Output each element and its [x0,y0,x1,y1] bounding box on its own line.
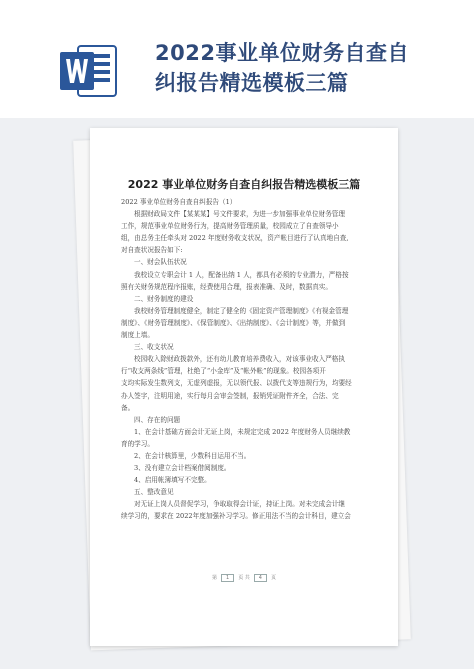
text-line: 我校财务管理制度健全，制定了健全的《固定资产管理制度》《有视金管理 [134,306,349,315]
text-line: 办人签字，注明用途，实行每月会审会签制，报销凭证附件齐全，合法、完 [121,391,339,400]
footer-mid: 页 共 [238,575,250,581]
word-icon [58,40,120,102]
text-line: 4、启用帐簿填写不完整。 [134,476,211,485]
text-line: 1、在会计基础方面会计无证上岗，未规定完成 2022 年度财务人员继续教 [134,427,351,436]
text-line: 2022 事业单位财务自查自纠报告（1） [121,198,237,206]
text-line: 2、在会计核算里，少数科目运用不当。 [134,451,251,460]
section-heading: 五、整改意见 [134,488,174,497]
page-heading: 2022 事业单位财务自查自纠报告精选模板三篇 [127,178,361,191]
text-line: 根据财政局文件【某某某】号文件要求，为进一步加强事业单位财务管理 [134,210,345,219]
page-number: 1 [221,574,234,582]
footer-prefix: 第 [212,575,218,581]
text-line: 支均实际发生数列支，无虚列虚报，无以领代报、以拨代支等违规行为，均要经 [121,379,352,388]
page-footer [90,574,398,582]
document-page [90,128,398,646]
text-line: 制度上墙。 [121,331,154,340]
text-line: 校园收入除财政拨款外，还有幼儿教育培养费收入，对该事业收入严格执 [134,355,345,364]
text-line: 续学习的，要求在 2022年度加强补习学习。修正用法不当的会计科目，建立会 [121,512,351,521]
text-line: 我校设立专职会计 1 人，配备出纳 1 人，都具有必须的专业潜力，严格按 [134,270,349,279]
text-line: 备。 [121,403,135,412]
title-line-1: 2022事业单位财务自查自 [155,41,409,65]
text-line: 照有关财务规范程序报账，经费使用合理，报表准确、及时，数据真实。 [121,282,332,291]
section-heading: 四、存在的问题 [134,415,181,424]
section-heading: 二、财务制度的建设 [134,294,194,303]
text-line: 育的学习。 [121,439,154,448]
text-line: 行“收支两条线”管理，杜绝了“小金库”及“帐外帐”的现象。校园各项开 [121,367,326,376]
section-heading: 三、收支状况 [134,343,174,352]
header [0,0,474,118]
body-text [121,196,361,523]
page-total: 4 [254,574,267,582]
text-line: 3、没有建立会计档案借阅制度。 [134,464,231,473]
text-line: 制度》、《财务管理制度》、《保管制度》、《出纳制度》、《会计制度》等，并做到 [121,318,346,327]
footer-suffix: 页 [270,575,276,581]
section-heading: 一、财会队伍状况 [134,258,187,267]
text-line: 对无证上岗人员督促学习，争取取得会计证，持证上岗。对未完成会计继 [134,500,345,509]
text-line: 对自查状况报告如下: [121,246,183,255]
text-line: 组，由总务主任牵头对 2022 年度财务收支状况，资产帐目进行了认真地自查, [121,234,349,243]
text-line: 工作，规范事业单位财务行为，提高财务管理质量，校园成立了自查领导小 [121,222,339,231]
document-title [155,38,455,98]
title-line-2: 纠报告精选模板三篇 [155,71,349,95]
